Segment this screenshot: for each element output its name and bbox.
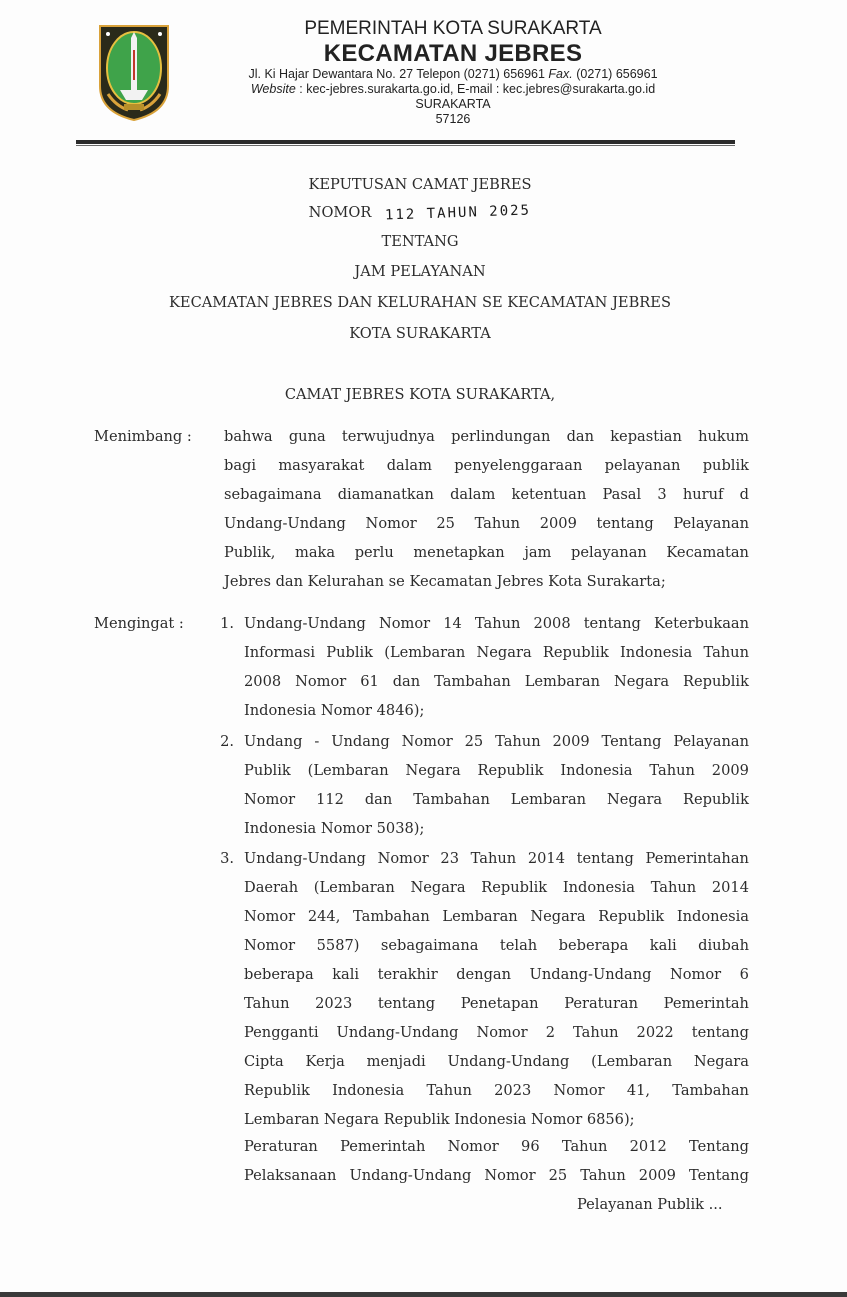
word: (Lembaran bbox=[313, 879, 395, 896]
word: Tahun bbox=[703, 644, 749, 661]
word: (Lembaran bbox=[384, 644, 466, 661]
word: jam bbox=[524, 544, 552, 561]
word: sebagaimana bbox=[380, 937, 479, 954]
word: Indonesia bbox=[620, 644, 693, 661]
list-item bbox=[244, 609, 749, 725]
word: Tahun bbox=[573, 1024, 619, 1041]
word: Indonesia bbox=[562, 879, 636, 896]
word: Kerja bbox=[305, 1053, 345, 1070]
word: Nomor bbox=[244, 937, 296, 954]
word: Undang-Undang bbox=[244, 850, 366, 867]
letterhead-divider-thick bbox=[76, 140, 735, 144]
word: Nomor bbox=[244, 791, 296, 808]
word: Publik bbox=[326, 644, 374, 661]
word: Tentang bbox=[689, 1138, 749, 1155]
text-line bbox=[244, 902, 749, 931]
word: Tentang bbox=[688, 1167, 749, 1184]
word: tentang bbox=[583, 615, 641, 632]
scan-bottom-edge bbox=[0, 1292, 847, 1297]
word: Nomor bbox=[669, 966, 722, 983]
word: Tambahan bbox=[672, 1082, 749, 1099]
word: 23 bbox=[440, 850, 459, 867]
word: 25 bbox=[436, 515, 455, 532]
word: Negara bbox=[530, 908, 586, 925]
list-item bbox=[244, 727, 749, 843]
text-line bbox=[244, 931, 749, 960]
letterhead-address bbox=[200, 67, 706, 82]
decree-number bbox=[90, 203, 750, 223]
word: Negara bbox=[405, 762, 461, 779]
word: masyarakat bbox=[278, 457, 365, 474]
word: 2008 bbox=[244, 673, 282, 690]
text-line bbox=[244, 727, 749, 756]
word: Tambahan bbox=[413, 791, 490, 808]
letterhead-government: PEMERINTAH KOTA SURAKARTA bbox=[304, 18, 602, 39]
word: Daerah bbox=[244, 879, 299, 896]
list-item bbox=[244, 844, 749, 1134]
address-text: Jl. Ki Hajar Dewantara No. 27 Telepon (0271) 656961 bbox=[248, 67, 549, 81]
word: d bbox=[739, 486, 749, 503]
word: Republik bbox=[683, 673, 749, 690]
word: 2014 bbox=[711, 879, 749, 896]
fax-number: (0271) 656961 bbox=[572, 67, 658, 81]
word: menjadi bbox=[366, 1053, 426, 1070]
word: Peraturan bbox=[244, 1138, 318, 1155]
word: perlu bbox=[354, 544, 394, 561]
word: Undang-Undang bbox=[447, 1053, 570, 1070]
word: 5587) bbox=[316, 937, 360, 954]
word: Nomor bbox=[377, 850, 429, 867]
word: Publik bbox=[244, 762, 291, 779]
word: Kecamatan bbox=[666, 544, 749, 561]
word: 41, bbox=[626, 1082, 651, 1099]
word: Tahun bbox=[470, 850, 517, 867]
word: Pelayanan bbox=[673, 733, 749, 750]
word: 2009 bbox=[711, 762, 749, 779]
word: diamanatkan bbox=[337, 486, 434, 503]
text-line bbox=[244, 667, 749, 696]
word: Nomor bbox=[553, 1082, 605, 1099]
word: Lembaran bbox=[510, 791, 587, 808]
list-item-number: 1. bbox=[220, 615, 234, 632]
word: Undang-Undang bbox=[336, 1024, 459, 1041]
word: maka bbox=[295, 544, 336, 561]
word: dalam bbox=[386, 457, 432, 474]
word: 2009 bbox=[638, 1167, 676, 1184]
word: tentang bbox=[377, 995, 436, 1012]
word: kali bbox=[332, 966, 360, 983]
text-line bbox=[244, 1076, 749, 1105]
word: Tambahan bbox=[353, 908, 430, 925]
word: tentang bbox=[576, 850, 634, 867]
word: Republik bbox=[598, 908, 665, 925]
word: tentang bbox=[596, 515, 654, 532]
word: 2008 bbox=[533, 615, 571, 632]
text-line bbox=[244, 844, 749, 873]
tentang-heading: TENTANG bbox=[381, 233, 459, 250]
word: terakhir bbox=[377, 966, 438, 983]
word: Informasi bbox=[244, 644, 316, 661]
word: bahwa bbox=[224, 428, 273, 445]
word: Tahun bbox=[474, 615, 521, 632]
word: huruf bbox=[682, 486, 724, 503]
word: 3 bbox=[657, 486, 667, 503]
subject-line-3: KOTA SURAKARTA bbox=[349, 325, 491, 342]
word: - bbox=[314, 733, 320, 750]
text-line: Lembaran Negara Republik Indonesia Nomor 6856); bbox=[244, 1111, 635, 1128]
word: Negara bbox=[476, 644, 532, 661]
menimbang-label: Menimbang : bbox=[94, 428, 192, 445]
word: dan bbox=[364, 791, 393, 808]
word: 6 bbox=[739, 966, 749, 983]
word: Republik bbox=[542, 644, 609, 661]
word: 25 bbox=[464, 733, 484, 750]
word: 25 bbox=[548, 1167, 568, 1184]
list-item bbox=[244, 1132, 749, 1190]
word: Tahun bbox=[244, 995, 290, 1012]
word: Tahun bbox=[426, 1082, 472, 1099]
menimbang-text bbox=[224, 422, 749, 596]
word: 2009 bbox=[539, 515, 577, 532]
word: Undang-Undang bbox=[529, 966, 652, 983]
word: pelayanan bbox=[571, 544, 647, 561]
word: Tahun bbox=[495, 733, 541, 750]
word: Nomor bbox=[365, 515, 417, 532]
continuation-text: Pelayanan Publik ... bbox=[577, 1196, 723, 1213]
official-title: CAMAT JEBRES KOTA SURAKARTA, bbox=[284, 386, 556, 403]
list-item-number: 2. bbox=[220, 733, 234, 750]
text-line: Indonesia Nomor 4846); bbox=[244, 702, 425, 719]
word: Tahun bbox=[561, 1138, 608, 1155]
word: Nomor bbox=[447, 1138, 499, 1155]
word: Indonesia bbox=[676, 908, 749, 925]
letterhead-contact bbox=[200, 82, 706, 97]
subject-line-2: KECAMATAN JEBRES DAN KELURAHAN SE KECAMATAN JEBRES bbox=[169, 294, 671, 311]
word: Republik bbox=[244, 1082, 310, 1099]
word: Pemerintah bbox=[663, 995, 749, 1012]
word: terwujudnya bbox=[341, 428, 435, 445]
word: Negara bbox=[607, 791, 663, 808]
word: dalam bbox=[450, 486, 496, 503]
word: Lembaran bbox=[442, 908, 518, 925]
word: guna bbox=[288, 428, 326, 445]
word: Negara bbox=[613, 673, 670, 690]
word: 244, bbox=[307, 908, 341, 925]
letterhead-divider-thin bbox=[76, 145, 735, 146]
word: tentang bbox=[691, 1024, 749, 1041]
text-line: Indonesia Nomor 5038); bbox=[244, 820, 425, 837]
word: Tahun bbox=[474, 515, 521, 532]
word: 2014 bbox=[527, 850, 565, 867]
word: kali bbox=[649, 937, 677, 954]
word: bagi bbox=[224, 457, 257, 474]
list-item-number: 3. bbox=[220, 850, 234, 867]
handwritten-number: 112 TAHUN 2025 bbox=[385, 202, 532, 224]
word: penyelenggaraan bbox=[454, 457, 583, 474]
word: Pemerintah bbox=[340, 1138, 426, 1155]
word: 2023 bbox=[494, 1082, 532, 1099]
website-email: : kec-jebres.surakarta.go.id, E-mail : kec.jebres@surakarta.go.id bbox=[295, 82, 656, 96]
word: beberapa bbox=[558, 937, 629, 954]
word: Republik bbox=[481, 879, 548, 896]
word: ketentuan bbox=[511, 486, 587, 503]
word: 112 bbox=[316, 791, 344, 808]
word: Indonesia bbox=[332, 1082, 405, 1099]
word: Negara bbox=[410, 879, 466, 896]
word: dengan bbox=[456, 966, 512, 983]
word: Nomor bbox=[484, 1167, 536, 1184]
text-line: Jebres dan Kelurahan se Kecamatan Jebres Kota Surakarta; bbox=[224, 573, 666, 590]
fax-label: Fax. bbox=[548, 67, 573, 81]
text-line bbox=[244, 1047, 749, 1076]
word: Nomor bbox=[476, 1024, 528, 1041]
surakarta-coat-of-arms-logo bbox=[98, 24, 170, 122]
word: Republik bbox=[477, 762, 544, 779]
word: (Lembaran bbox=[591, 1053, 673, 1070]
word: Pemerintahan bbox=[645, 850, 749, 867]
word: hukum bbox=[698, 428, 749, 445]
text-line bbox=[244, 638, 749, 667]
word: 61 bbox=[360, 673, 379, 690]
word: dan bbox=[566, 428, 595, 445]
word: Negara bbox=[693, 1053, 749, 1070]
word: Nomor bbox=[378, 615, 431, 632]
decree-title: KEPUTUSAN CAMAT JEBRES bbox=[308, 176, 532, 193]
letterhead bbox=[200, 18, 706, 127]
word: Indonesia bbox=[560, 762, 633, 779]
word: Cipta bbox=[244, 1053, 284, 1070]
word: Nomor bbox=[401, 733, 453, 750]
text-line bbox=[224, 480, 749, 509]
text-line bbox=[244, 960, 749, 989]
word: Tahun bbox=[650, 879, 697, 896]
subject-line-1: JAM PELAYANAN bbox=[354, 263, 486, 280]
letterhead-office: KECAMATAN JEBRES bbox=[323, 40, 583, 67]
word: sebagaimana bbox=[224, 486, 322, 503]
word: menetapkan bbox=[413, 544, 505, 561]
word: (Lembaran bbox=[307, 762, 389, 779]
text-line bbox=[244, 785, 749, 814]
website-label: Website bbox=[250, 82, 296, 96]
letterhead-city: SURAKARTA bbox=[415, 97, 491, 111]
word: Undang-Undang bbox=[224, 515, 346, 532]
text-line bbox=[244, 1161, 749, 1190]
word: kepastian bbox=[610, 428, 682, 445]
word: 2009 bbox=[552, 733, 590, 750]
text-line bbox=[224, 422, 749, 451]
word: 96 bbox=[521, 1138, 540, 1155]
word: Tambahan bbox=[434, 673, 511, 690]
word: Nomor bbox=[244, 908, 296, 925]
word: Keterbukaan bbox=[653, 615, 749, 632]
word: 2 bbox=[545, 1024, 555, 1041]
word: Pasal bbox=[602, 486, 642, 503]
text-line bbox=[244, 756, 749, 785]
word: Undang-Undang bbox=[244, 615, 366, 632]
word: perlindungan bbox=[451, 428, 551, 445]
word: Lembaran bbox=[524, 673, 601, 690]
text-line bbox=[244, 989, 749, 1018]
word: beberapa bbox=[244, 966, 314, 983]
word: 2012 bbox=[629, 1138, 667, 1155]
text-line bbox=[244, 873, 749, 902]
text-line bbox=[244, 1018, 749, 1047]
letterhead-postal: 57126 bbox=[435, 112, 471, 126]
word: pelayanan bbox=[604, 457, 681, 474]
word: publik bbox=[702, 457, 749, 474]
word: Pengganti bbox=[244, 1024, 319, 1041]
word: Pelayanan bbox=[673, 515, 749, 532]
word: Peraturan bbox=[564, 995, 639, 1012]
text-line bbox=[224, 509, 749, 538]
word: 2023 bbox=[315, 995, 353, 1012]
text-line bbox=[224, 538, 749, 567]
word: Publik, bbox=[224, 544, 276, 561]
word: Undang bbox=[331, 733, 390, 750]
word: 2022 bbox=[636, 1024, 674, 1041]
text-line bbox=[224, 451, 749, 480]
word: Republik bbox=[683, 791, 749, 808]
mengingat-label: Mengingat : bbox=[94, 615, 184, 632]
word: 14 bbox=[443, 615, 462, 632]
word: Tentang bbox=[601, 733, 662, 750]
word: Penetapan bbox=[460, 995, 539, 1012]
nomor-label: NOMOR bbox=[308, 204, 372, 221]
text-line bbox=[244, 609, 749, 638]
word: Undang bbox=[244, 733, 303, 750]
word: diubah bbox=[698, 937, 749, 954]
word: Pelaksanaan bbox=[244, 1167, 337, 1184]
word: dan bbox=[392, 673, 421, 690]
word: Nomor bbox=[295, 673, 347, 690]
word: telah bbox=[499, 937, 538, 954]
word: Undang-Undang bbox=[349, 1167, 472, 1184]
word: Tahun bbox=[580, 1167, 626, 1184]
word: Tahun bbox=[649, 762, 695, 779]
text-line bbox=[244, 1132, 749, 1161]
